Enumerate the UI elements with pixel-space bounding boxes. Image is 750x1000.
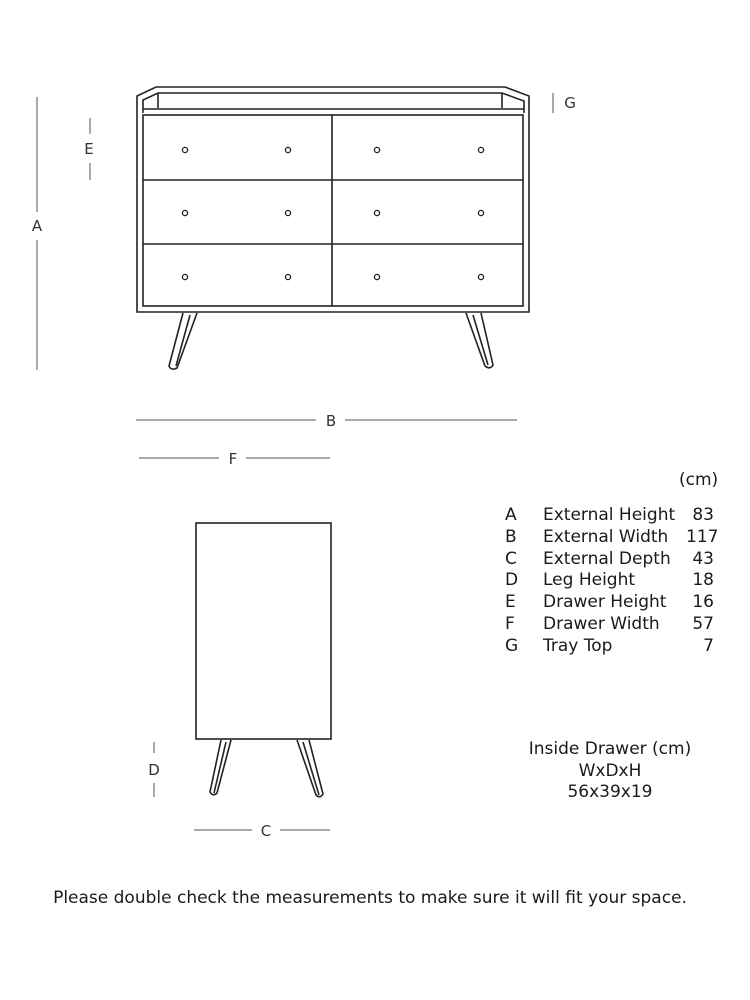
right-leg	[466, 313, 493, 368]
drawer-knobs	[182, 147, 483, 279]
measurement-row	[505, 505, 714, 527]
front-dimension-labels	[32, 94, 576, 468]
drawer-knob	[374, 210, 379, 215]
measurement-value: 7	[703, 635, 714, 656]
measurement-name: External Depth	[543, 548, 671, 569]
measurement-code: D	[505, 570, 519, 591]
fit-note: Please double check the measurements to make sure it will fit your space.	[53, 888, 687, 908]
measurement-value: 83	[692, 505, 714, 525]
measurement-value: 57	[692, 613, 714, 634]
drawer-knob	[182, 147, 187, 152]
measurement-row	[505, 592, 714, 614]
measurement-row	[505, 526, 719, 549]
front-view	[137, 87, 529, 369]
side-body-outline	[196, 523, 331, 739]
measurement-code: B	[505, 526, 517, 547]
measurement-name: Drawer Width	[543, 613, 660, 634]
dim-label-b: B	[325, 412, 337, 430]
measurement-row	[505, 570, 714, 592]
measurement-code: E	[505, 592, 516, 613]
measurement-row	[505, 636, 714, 658]
side-back-leg	[297, 740, 323, 797]
measurement-code: G	[505, 635, 519, 656]
dim-label-a: A	[31, 217, 43, 235]
dim-label-d: D	[148, 761, 160, 779]
inside-drawer-dimensions: 56x39x19	[567, 782, 653, 802]
drawer-knob	[182, 210, 187, 215]
dim-label-g: G	[564, 94, 576, 112]
measurement-value: 43	[692, 548, 714, 569]
drawer-knob	[374, 274, 379, 279]
drawer-knob	[285, 274, 290, 279]
drawer-knob	[478, 147, 483, 152]
measurements-table	[505, 505, 719, 658]
drawer-knob	[374, 147, 379, 152]
tray-top-inner	[143, 93, 524, 113]
tray-top-outline	[137, 87, 529, 312]
measurement-value: 18	[692, 570, 714, 591]
measurement-value: 16	[692, 592, 714, 613]
drawer-knob	[285, 147, 290, 152]
inside-drawer-format: WxDxH	[578, 760, 642, 781]
drawer-knob	[182, 274, 187, 279]
measurement-row	[505, 614, 714, 636]
side-dimension-lines	[154, 742, 330, 830]
inside-drawer-info	[520, 739, 700, 804]
measurement-name: External Width	[543, 526, 669, 547]
measurement-name: External Height	[543, 505, 676, 525]
front-dimension-lines	[37, 93, 553, 458]
left-leg-edge	[176, 315, 190, 366]
unit-label: (cm)	[679, 470, 719, 490]
drawer-knob	[478, 210, 483, 215]
dim-label-c: C	[260, 822, 272, 840]
measurement-code: A	[505, 505, 517, 525]
drawer-knob	[478, 274, 483, 279]
measurement-name: Leg Height	[543, 570, 636, 591]
dim-label-e: E	[84, 140, 94, 158]
drawer-knob	[285, 210, 290, 215]
measurement-code: F	[505, 613, 515, 634]
measurement-value: 117	[686, 526, 719, 547]
measurement-name: Tray Top	[543, 635, 613, 656]
dim-label-f: F	[228, 450, 238, 468]
side-view	[196, 523, 331, 797]
drawer-panel-outline	[143, 115, 523, 306]
measurement-name: Drawer Height	[543, 592, 667, 613]
measurement-row	[505, 549, 714, 571]
inside-drawer-title: Inside Drawer (cm)	[528, 739, 692, 759]
measurement-code: C	[505, 548, 517, 569]
side-dimension-labels	[148, 761, 271, 840]
